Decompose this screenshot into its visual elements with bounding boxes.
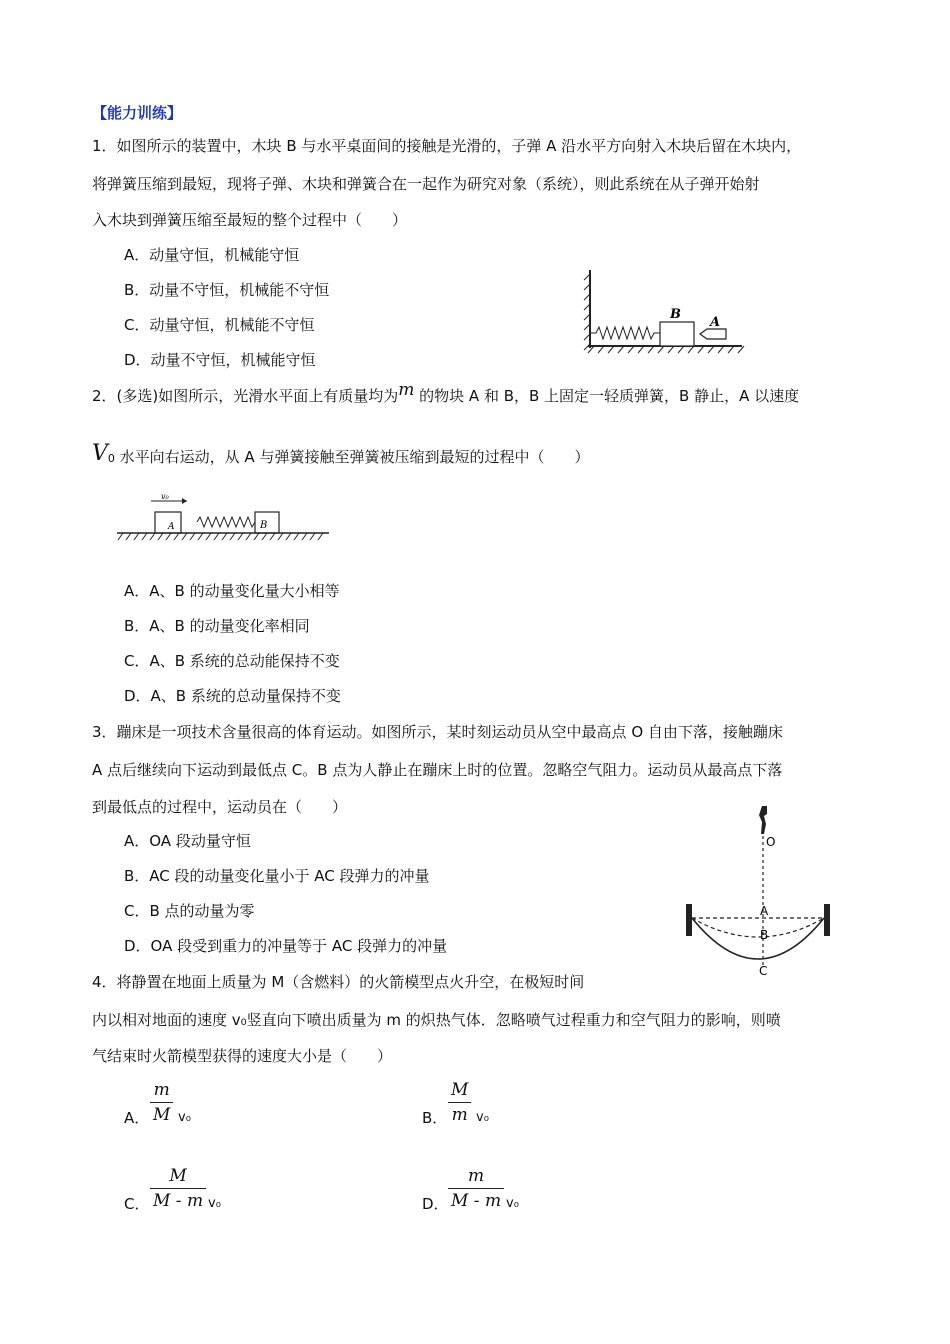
q2-figure	[117, 492, 332, 544]
q4-option-a-label: A．	[124, 1109, 150, 1127]
q2-fig-label-b: B	[260, 520, 268, 531]
q4-option-c-fraction	[150, 1166, 206, 1211]
q2-option-d: D．A、B 系统的总动量保持不变	[124, 687, 341, 705]
q4-option-c-label: C．	[124, 1195, 150, 1213]
q4-option-a-denominator: M	[153, 1105, 171, 1125]
fraction-bar	[150, 1102, 173, 1103]
q4-option-a-suffix: v₀	[178, 1110, 191, 1125]
q2-line2	[92, 441, 590, 469]
q2-line1-post: 的物块 A 和 B，B 上固定一轻质弹簧，B 静止，A 以速度	[414, 387, 800, 405]
q4-option-b-fraction	[448, 1080, 471, 1125]
q4-line2: 内以相对地面的速度 v₀竖直向下喷出质量为 m 的炽热气体．忽略喷气过程重力和空气阻力的影响，则喷	[92, 1011, 781, 1029]
q1-figure	[580, 262, 745, 357]
q4-option-b-denominator: m	[451, 1105, 468, 1125]
q4-option-d-label: D．	[422, 1195, 449, 1213]
q3-fig-label-c: C	[759, 964, 768, 978]
fraction-bar	[448, 1102, 471, 1103]
q2-line2-text: 水平向右运动，从 A 与弹簧接触至弹簧被压缩到最短的过程中（ ）	[114, 448, 590, 466]
q4-option-d-fraction	[448, 1166, 504, 1211]
q1-fig-label-b: B	[670, 307, 681, 322]
q4-option-b-label: B．	[422, 1109, 448, 1127]
q3-fig-label-a: A	[760, 904, 769, 918]
q4-option-b-suffix: v₀	[476, 1110, 489, 1125]
q2-line1	[92, 380, 800, 406]
q1-option-d: D．动量不守恒，机械能守恒	[124, 351, 316, 369]
q4-option-d-numerator: m	[467, 1166, 485, 1186]
q2-v0-symbol: V	[92, 441, 108, 466]
q4-option-c-numerator: M	[169, 1166, 187, 1186]
q2-v0-sub: 0	[107, 452, 115, 465]
q2-option-a: A．A、B 的动量变化量大小相等	[124, 582, 340, 600]
q1-line1: 1．如图所示的装置中，木块 B 与水平桌面间的接触是光滑的，子弹 A 沿水平方向射入木块后留在木块内，	[92, 137, 802, 155]
q4-option-a-fraction	[150, 1080, 173, 1125]
q2-option-c: C．A、B 系统的总动能保持不变	[124, 652, 340, 670]
q4-line1: 4．将静置在地面上质量为 M（含燃料）的火箭模型点火升空，在极短时间	[92, 973, 585, 991]
q4-option-c-suffix: v₀	[208, 1196, 221, 1211]
q1-fig-label-a: A	[710, 315, 721, 330]
fraction-bar	[448, 1188, 504, 1189]
q4-option-b-numerator: M	[451, 1080, 469, 1100]
q3-fig-label-o: O	[766, 835, 776, 849]
q4-option-d-denominator: M - m	[451, 1191, 502, 1211]
q2-line1-pre: 2．(多选)如图所示，光滑水平面上有质量均为	[92, 387, 399, 405]
q2-option-b: B．A、B 的动量变化率相同	[124, 617, 310, 635]
q3-option-d: D．OA 段受到重力的冲量等于 AC 段弹力的冲量	[124, 937, 448, 955]
q3-option-b: B．AC 段的动量变化量小于 AC 段弹力的冲量	[124, 867, 430, 885]
q2-fig-label-v0: v₀	[161, 492, 169, 501]
q3-fig-label-b: B	[760, 928, 769, 942]
q1-line2: 将弹簧压缩到最短，现将子弹、木块和弹簧合在一起作为研究对象（系统），则此系统在从子弹开始射	[92, 175, 760, 193]
q3-figure	[680, 800, 840, 980]
q1-line3: 入木块到弹簧压缩至最短的整个过程中（ ）	[92, 211, 408, 229]
q2-mass-symbol: m	[398, 380, 415, 400]
q3-option-a: A．OA 段动量守恒	[124, 832, 251, 850]
q4-option-d-suffix: v₀	[506, 1196, 519, 1211]
q4-line3: 气结束时火箭模型获得的速度大小是（ ）	[92, 1047, 393, 1065]
q1-option-a: A．动量守恒，机械能守恒	[124, 246, 300, 264]
q4-option-c-denominator: M - m	[153, 1191, 204, 1211]
q1-option-b: B．动量不守恒，机械能不守恒	[124, 281, 330, 299]
q2-fig-label-a: A	[168, 522, 175, 532]
section-title: 【能力训练】	[92, 104, 183, 122]
q1-option-c: C．动量守恒，机械能不守恒	[124, 316, 315, 334]
q4-option-a-numerator: m	[153, 1080, 170, 1100]
fraction-bar	[150, 1188, 206, 1189]
q3-line1: 3．蹦床是一项技术含量很高的体育运动。如图所示，某时刻运动员从空中最高点 O 自由下落，接触蹦床	[92, 723, 783, 741]
q3-option-c: C．B 点的动量为零	[124, 902, 255, 920]
q3-line2: A 点后继续向下运动到最低点 C。B 点为人静止在蹦床上时的位置。忽略空气阻力。运动员从最高点下落	[92, 761, 783, 779]
q3-line3: 到最低点的过程中，运动员在（ ）	[92, 798, 348, 816]
